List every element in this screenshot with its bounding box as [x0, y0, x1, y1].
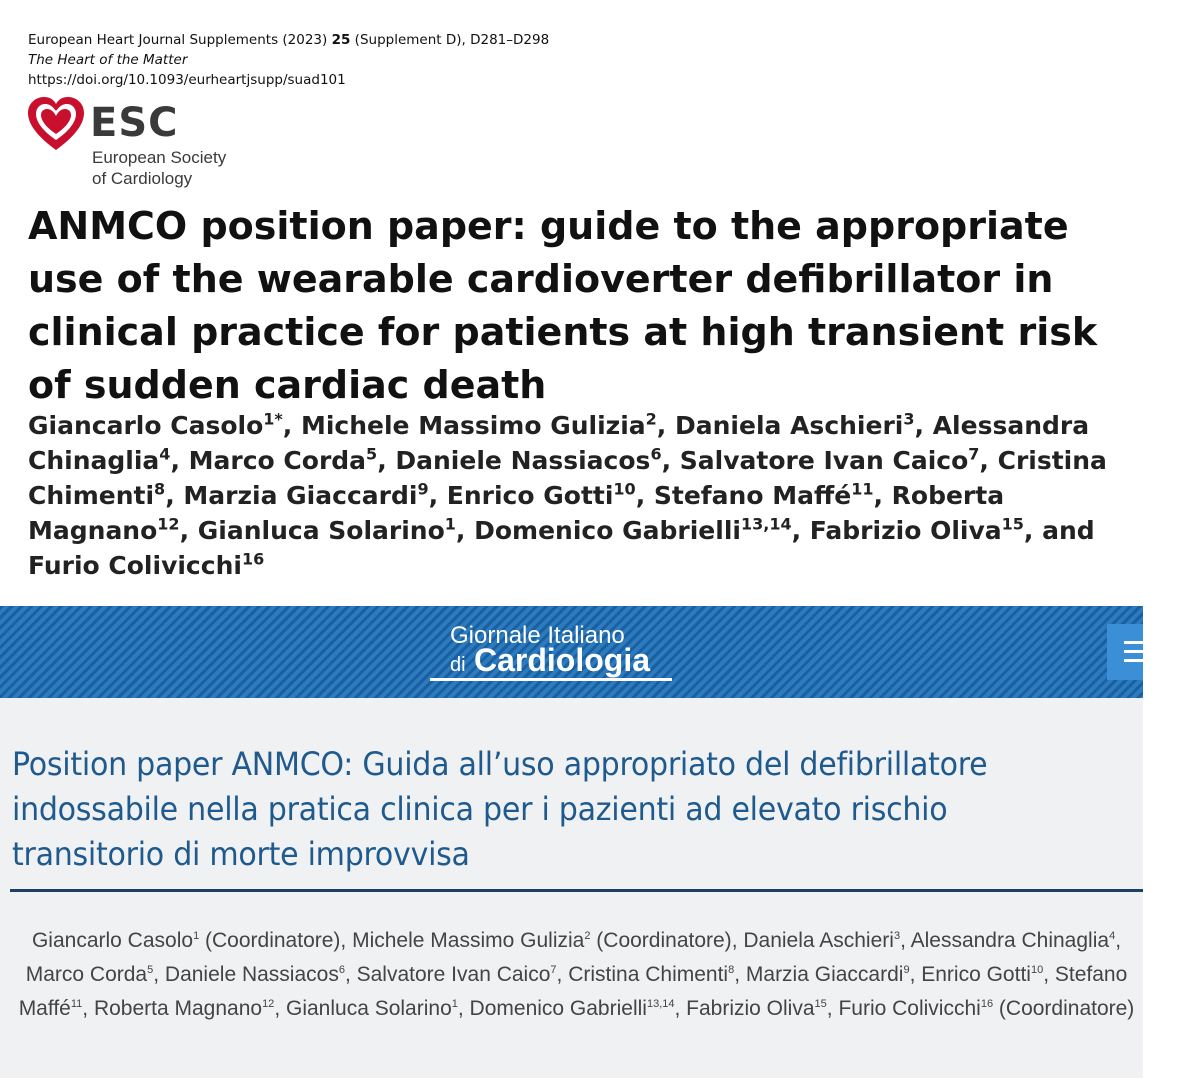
- italian-article-title: Position paper ANMCO: Guida all’uso appropriato del defibrillatore indossabile nella pratica clinica per i pazienti ad elevato rischio transitorio di morte improvvisa: [12, 745, 988, 873]
- author-affiliation: 9: [417, 479, 429, 499]
- author-affiliation: 1*: [263, 409, 283, 429]
- author-affiliation: 11: [851, 479, 874, 499]
- author-name: Marco Corda: [25, 963, 148, 986]
- author-name: Marzia Giaccardi: [745, 963, 904, 986]
- author-name: Giancarlo Casolo: [28, 411, 264, 440]
- journal-name-line2[interactable]: Cardiologia: [474, 642, 651, 678]
- author-name: Daniela Aschieri: [743, 929, 894, 952]
- author-affiliation: 12: [262, 998, 275, 1010]
- author-affiliation: 8: [728, 964, 735, 976]
- author-affiliation: 2: [584, 930, 591, 942]
- author-affiliation: 3: [903, 409, 915, 429]
- author-name: Furio Colivicchi: [28, 551, 242, 580]
- author-affiliation: 15: [814, 998, 827, 1010]
- author-affiliation: 10: [1030, 964, 1044, 976]
- esc-name-line2: of Cardiology: [92, 169, 193, 188]
- author-name: Michele Massimo Gulizia: [300, 411, 646, 440]
- paper-title: ANMCO position paper: guide to the appropriate use of the wearable cardioverter defibrillator in clinical practice for patients at high transient risk of sudden cardiac death: [28, 204, 1098, 407]
- author-name: Cristina Chimenti: [28, 446, 1107, 510]
- author-affiliation: 3: [893, 930, 901, 942]
- paper-authors: Giancarlo Casolo$^{1*}$, Michele Massimo Gulizia$^2$, Daniela Aschieri$^3$, Alessandra Chinaglia$^4$, Marco Corda$^5$, Daniele Nassiacos$^6$, Salvatore Ivan Caico$^7$, Cristina Chimenti$^8$, Marzia Giaccardi$^9$, Enrico Gotti$^{10}$, Stefano Maffé$^{11}$, Roberta Magnano$^{12}$, Gianluca Solarino$^1$, Domenico Gabrielli$^{13,14}$, Fabrizio Oliva$^{15}$, and Furio Colivicchi$^{16}$: [28, 409, 1107, 580]
- author-affiliation: 1: [193, 930, 200, 942]
- author-affiliation: 16: [980, 998, 994, 1010]
- journal-logo-underline: [430, 678, 672, 681]
- author-role: (Coordinatore): [199, 929, 341, 952]
- author-name: Stefano Maffé: [653, 481, 852, 510]
- esc-acronym: ESC: [90, 100, 179, 146]
- author-affiliation: 4: [159, 444, 171, 464]
- doi-link[interactable]: https://doi.org/10.1093/eurheartjsupp/suad101: [28, 72, 346, 88]
- author-role: (Coordinatore): [993, 997, 1135, 1020]
- author-affiliation: 6: [338, 964, 345, 976]
- author-name: Salvatore Ivan Caico: [356, 963, 551, 986]
- author-affiliation: 6: [650, 444, 662, 464]
- author-name: Fabrizio Oliva: [809, 516, 1002, 545]
- author-name: Daniela Aschieri: [675, 411, 904, 440]
- author-name: Michele Massimo Gulizia: [352, 929, 585, 952]
- author-affiliation: 12: [157, 514, 180, 534]
- author-name: Roberta Magnano: [93, 997, 263, 1020]
- author-name: Gianluca Solarino: [197, 516, 445, 545]
- author-affiliation: 10: [613, 479, 636, 499]
- author-affiliation: 7: [550, 964, 557, 976]
- author-name: Stefano Maffé: [18, 963, 1128, 1020]
- author-name: Marzia Giaccardi: [183, 481, 418, 510]
- citation-journal: European Heart Journal Supplements (2023): [28, 32, 328, 48]
- citation-volume: 25: [331, 32, 351, 48]
- author-name: Roberta Magnano: [28, 481, 1005, 545]
- author-name: Furio Colivicchi: [838, 997, 981, 1020]
- author-affiliation: 7: [968, 444, 980, 464]
- journal-name-di[interactable]: di: [450, 654, 466, 676]
- author-affiliation: 5: [147, 964, 154, 976]
- journal-banner: [0, 606, 1143, 698]
- section-label: The Heart of the Matter: [28, 52, 188, 68]
- author-affiliation: 13,14: [740, 514, 792, 534]
- author-name: Fabrizio Oliva: [686, 997, 815, 1020]
- author-affiliation: 2: [645, 409, 657, 429]
- italian-article-panel: [0, 698, 1143, 1078]
- author-name: Enrico Gotti: [921, 963, 1031, 986]
- author-name: Domenico Gabrielli: [474, 516, 741, 545]
- esc-name-line1: European Society: [92, 148, 227, 167]
- esc-heart-logo-icon: [26, 96, 86, 154]
- italian-article-authors: Giancarlo Casolo$^1$ (Coordinatore), Michele Massimo Gulizia$^2$ (Coordinatore), Daniela Aschieri$^3$, Alessandra Chinaglia$^4$, Marco Corda$^5$, Daniele Nassiacos$^6$, Salvatore Ivan Caico$^7$, Cristina Chimenti$^8$, Marzia Giaccardi$^9$, Enrico Gotti$^{10}$, Stefano Maffé$^{11}$, Roberta Magnano$^{12}$, Gianluca Solarino$^1$, Domenico Gabrielli$^{13,14}$, Fabrizio Oliva$^{15}$, Furio Colivicchi$^{16}$ (Coordinatore): [18, 929, 1135, 1020]
- author-affiliation: 15: [1001, 514, 1024, 534]
- citation-line: [28, 32, 549, 48]
- author-name: Domenico Gabrielli: [469, 997, 647, 1020]
- author-name: Daniele Nassiacos: [164, 963, 339, 986]
- author-role: (Coordinatore): [590, 929, 732, 952]
- author-name: Daniele Nassiacos: [395, 446, 651, 475]
- author-name: Alessandra Chinaglia: [28, 411, 1090, 475]
- citation-pages: (Supplement D), D281–D298: [354, 32, 550, 48]
- author-affiliation: 5: [366, 444, 378, 464]
- journal-name-line1[interactable]: Giornale Italiano: [450, 622, 625, 649]
- author-affiliation: 4: [1109, 930, 1116, 942]
- author-affiliation: 8: [154, 479, 166, 499]
- author-name: Salvatore Ivan Caico: [679, 446, 969, 475]
- author-name: Marco Corda: [188, 446, 367, 475]
- author-name: Gianluca Solarino: [285, 997, 452, 1020]
- author-affiliation: 16: [241, 549, 265, 569]
- author-affiliation: 1: [444, 514, 456, 534]
- title-divider: [10, 889, 1143, 892]
- author-name: Giancarlo Casolo: [31, 929, 194, 952]
- author-affiliation: 11: [70, 998, 83, 1010]
- author-affiliation: 13,14: [646, 998, 675, 1010]
- author-affiliation: 1: [451, 998, 458, 1010]
- author-name: Alessandra Chinaglia: [910, 929, 1110, 952]
- author-affiliation: 9: [903, 964, 910, 976]
- author-name: Cristina Chimenti: [568, 963, 729, 986]
- author-name: Enrico Gotti: [446, 481, 614, 510]
- hamburger-menu-icon[interactable]: [1107, 624, 1143, 680]
